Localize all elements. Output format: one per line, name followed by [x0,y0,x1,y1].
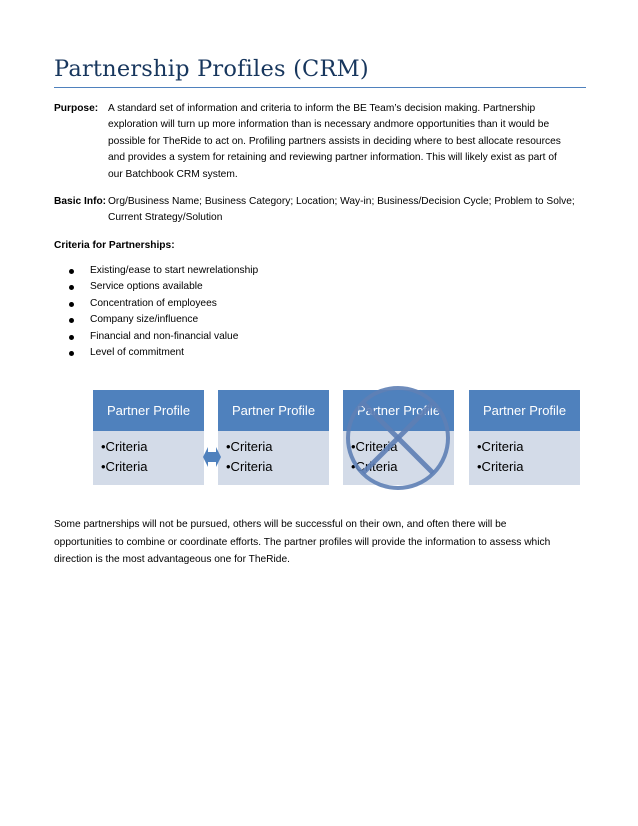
purpose-line: our Batchbook CRM system. [108,168,238,180]
list-item [54,296,258,312]
card-criteria-item: •Criteria [101,439,148,454]
list-item [54,279,258,295]
list-item [54,312,258,328]
bullet-icon [69,335,74,340]
card-body [93,431,204,485]
card-criteria-item: •Criteria [226,439,273,454]
card-title: Partner Profile [343,390,454,431]
purpose-line: exploration will turn up more information than is necessary andmore opportunities than it would be [108,119,550,131]
closing-paragraph [54,516,586,569]
card-title: Partner Profile [218,390,329,431]
closing-line: opportunities to combine or coordinate efforts. The partner profiles will provide the information to assess which [54,536,551,548]
bullet-icon [69,285,74,290]
partner-profile-card-4 [469,390,580,485]
page-title: Partnership Profiles (CRM) [54,56,369,82]
bullet-icon [69,269,74,274]
card-title: Partner Profile [93,390,204,431]
double-arrow-icon [203,446,221,468]
card-criteria-item: •Criteria [351,439,398,454]
criteria-text: Financial and non-financial value [90,330,239,342]
basic-info-label: Basic Info: [54,196,107,207]
criteria-text: Existing/ease to start newrelationship [90,265,259,276]
criteria-text: Company size/influence [90,314,199,326]
purpose-label: Purpose: [54,103,99,114]
card-criteria-item: •Criteria [101,459,148,474]
purpose-line: possible for TheRide to act on. Profiling partners assists in deciding where to best allocate resources [108,135,561,147]
card-criteria-item: •Criteria [351,459,398,474]
criteria-text: Level of commitment [90,347,184,359]
partner-profile-card-1 [93,390,204,485]
closing-line: direction is the most advantageous one for TheRide. [54,554,290,565]
card-criteria-item: •Criteria [226,459,273,474]
bullet-icon [69,318,74,323]
title-divider [54,87,586,88]
purpose-line: and provides a system for retaining and reviewing partner information. This will likely exist as part of [108,152,557,164]
criteria-text: Service options available [90,281,203,293]
bullet-icon [69,302,74,307]
list-item [54,345,258,361]
basic-info-text [108,194,586,227]
basic-info-line: Org/Business Name; Business Category; Location; Way-in; Business/Decision Cycle; Problem to Solve; [108,196,575,207]
list-item [54,263,258,279]
partner-profile-card-2 [218,390,329,485]
card-criteria-item: •Criteria [477,439,524,454]
card-body [469,431,580,485]
list-item [54,329,258,345]
criteria-list [54,263,258,361]
card-body [218,431,329,485]
no-sign-icon [345,385,451,491]
purpose-line: A standard set of information and criteria to inform the BE Team’s decision making. Partnership [108,103,536,114]
basic-info-line: Current Strategy/Solution [108,212,223,224]
criteria-heading: Criteria for Partnerships: [54,240,175,251]
card-title: Partner Profile [469,390,580,431]
bullet-icon [69,351,74,356]
criteria-text: Concentration of employees [90,297,217,309]
purpose-text [108,101,586,183]
card-criteria-item: •Criteria [477,459,524,474]
closing-line: Some partnerships will not be pursued, others will be successful on their own, and often there will be [54,519,507,530]
